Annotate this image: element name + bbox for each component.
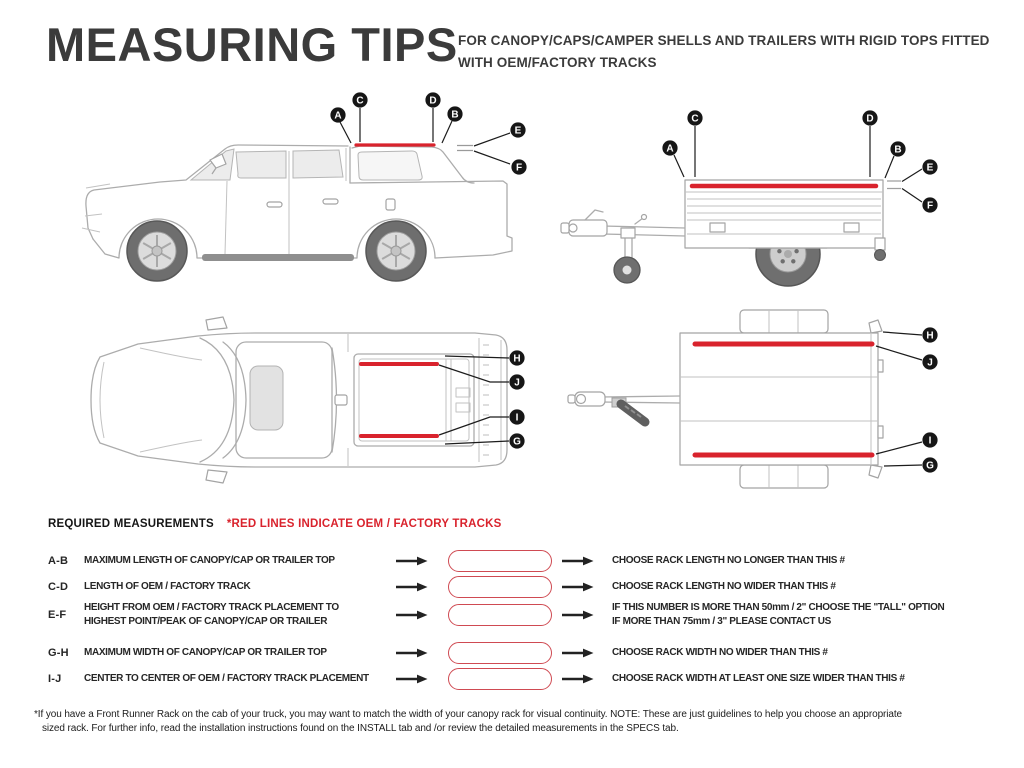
measurement-description: LENGTH OF OEM / FACTORY TRACK xyxy=(84,581,251,592)
svg-text:G: G xyxy=(926,460,934,472)
measurement-description: CENTER TO CENTER OF OEM / FACTORY TRACK PLACEMENT xyxy=(84,673,369,684)
badge-h xyxy=(509,350,524,365)
measurement-guidance: CHOOSE RACK WIDTH AT LEAST ONE SIZE WIDER THAN THIS # xyxy=(612,673,905,684)
badge-g xyxy=(922,457,937,472)
badge-d xyxy=(425,92,440,107)
range-label: E-F xyxy=(48,609,67,621)
range-label: I-J xyxy=(48,673,62,685)
badge-c xyxy=(352,92,367,107)
svg-text:F: F xyxy=(515,162,523,174)
truck-top-view-illustration xyxy=(80,300,545,495)
svg-text:H: H xyxy=(926,330,934,342)
arrow-right-icon xyxy=(562,582,594,592)
measurement-value-box xyxy=(448,668,552,690)
svg-text:H: H xyxy=(513,353,521,365)
track-end-ticks xyxy=(457,146,473,151)
range-label: G-H xyxy=(48,647,69,659)
footnote-line-2: sized rack. For further info, read the installation instructions found on the INSTALL tab and /or review the detailed measurements in the SPECS tab. xyxy=(42,723,679,734)
trailer-side-view-illustration xyxy=(555,100,985,290)
subtitle-line-1: FOR CANOPY/CAPS/CAMPER SHELLS AND TRAILERS WITH RIGID TOPS FITTED xyxy=(458,33,990,48)
door-handle xyxy=(323,199,338,204)
badge-b xyxy=(447,106,462,121)
measurement-guidance-line2: IF MORE THAN 75mm / 3" PLEASE CONTACT US xyxy=(612,616,831,627)
fuel-door xyxy=(386,199,395,210)
svg-text:B: B xyxy=(894,144,902,156)
required-measurements-header xyxy=(48,518,502,530)
page-title: MEASURING TIPS xyxy=(46,18,458,71)
measurement-row-gh xyxy=(48,640,1008,666)
sunroof xyxy=(250,366,283,430)
range-label: A-B xyxy=(48,555,69,567)
door-handle xyxy=(267,202,282,207)
footnote-line-1: *If you have a Front Runner Rack on the cab of your truck, you may want to match the width of your canopy rack for visual continuity. NOTE: These are just guidelines to help you choose an appropriate xyxy=(34,709,902,720)
rear-wheel xyxy=(366,221,426,281)
measurement-guidance: CHOOSE RACK WIDTH NO WIDER THAN THIS # xyxy=(612,647,828,658)
svg-text:E: E xyxy=(514,125,522,137)
measurement-description: MAXIMUM LENGTH OF CANOPY/CAP OR TRAILER TOP xyxy=(84,555,335,566)
svg-text:C: C xyxy=(691,113,699,125)
svg-text:A: A xyxy=(666,143,674,155)
arrow-right-icon xyxy=(562,610,594,620)
arrow-right-icon xyxy=(562,556,594,566)
svg-text:D: D xyxy=(429,95,437,107)
arrow-right-icon xyxy=(396,674,428,684)
front-wheel xyxy=(127,221,187,281)
measurement-guidance: IF THIS NUMBER IS MORE THAN 50mm / 2" CHOOSE THE "TALL" OPTION xyxy=(612,602,945,613)
svg-text:G: G xyxy=(513,436,521,448)
track-end-ticks xyxy=(887,181,901,189)
measurement-value-box xyxy=(448,642,552,664)
leader-lines xyxy=(876,332,922,466)
svg-text:I: I xyxy=(928,435,932,447)
measurement-table xyxy=(48,548,1008,692)
arrow-right-icon xyxy=(396,610,428,620)
svg-text:F: F xyxy=(926,200,934,212)
badge-f xyxy=(922,197,937,212)
badge-j xyxy=(922,354,937,369)
badge-a xyxy=(662,140,677,155)
measurement-description: MAXIMUM WIDTH OF CANOPY/CAP OR TRAILER TOP xyxy=(84,647,327,658)
footnote xyxy=(34,708,902,736)
measurement-row-cd xyxy=(48,574,1008,600)
canopy-window xyxy=(358,151,422,180)
measurement-value-box xyxy=(448,550,552,572)
badge-f xyxy=(511,159,526,174)
measurement-row-ij xyxy=(48,666,1008,692)
tailgate-ribs xyxy=(483,345,489,455)
measurement-description: HEIGHT FROM OEM / FACTORY TRACK PLACEMENT TO xyxy=(84,602,339,613)
badge-c xyxy=(687,110,702,125)
badge-e xyxy=(922,159,937,174)
badge-i xyxy=(922,432,937,447)
page-subtitle xyxy=(458,30,990,73)
badge-d xyxy=(862,110,877,125)
arrow-right-icon xyxy=(396,556,428,566)
badge-b xyxy=(890,141,905,156)
measurement-row-ab xyxy=(48,548,1008,574)
badge-a xyxy=(330,107,345,122)
svg-text:B: B xyxy=(451,109,459,121)
svg-text:D: D xyxy=(866,113,874,125)
svg-text:C: C xyxy=(356,95,364,107)
range-label: C-D xyxy=(48,581,69,593)
red-lines-legend: *RED LINES INDICATE OEM / FACTORY TRACKS xyxy=(226,518,502,530)
arrow-right-icon xyxy=(562,674,594,684)
measurement-guidance: CHOOSE RACK LENGTH NO LONGER THAN THIS # xyxy=(612,555,845,566)
badge-e xyxy=(510,122,525,137)
measurement-description-line2: HIGHEST POINT/PEAK OF CANOPY/CAP OR TRAILER xyxy=(84,616,328,627)
arrow-right-icon xyxy=(396,648,428,658)
svg-text:I: I xyxy=(515,412,519,424)
svg-text:J: J xyxy=(514,377,520,389)
badge-h xyxy=(922,327,937,342)
fender-bottom xyxy=(740,465,828,488)
measurement-value-box xyxy=(448,576,552,598)
svg-text:J: J xyxy=(927,357,933,369)
mirror-top xyxy=(206,317,227,330)
svg-text:E: E xyxy=(926,162,934,174)
badge-i xyxy=(509,409,524,424)
fender-top xyxy=(740,310,828,333)
badge-j xyxy=(509,374,524,389)
rocker-panel xyxy=(202,254,354,261)
truck-side-view-illustration xyxy=(60,88,540,293)
mirror-bottom xyxy=(206,470,227,483)
section-title: REQUIRED MEASUREMENTS xyxy=(48,518,214,530)
badge-g xyxy=(509,433,524,448)
measurement-value-box xyxy=(448,604,552,626)
svg-text:A: A xyxy=(334,110,342,122)
trailer-top-view-illustration xyxy=(565,300,985,495)
arrow-right-icon xyxy=(562,648,594,658)
measurement-row-ef xyxy=(48,600,1008,630)
arrow-right-icon xyxy=(396,582,428,592)
measurement-guidance: CHOOSE RACK LENGTH NO WIDER THAN THIS # xyxy=(612,581,836,592)
subtitle-line-2: WITH OEM/FACTORY TRACKS xyxy=(458,54,657,70)
